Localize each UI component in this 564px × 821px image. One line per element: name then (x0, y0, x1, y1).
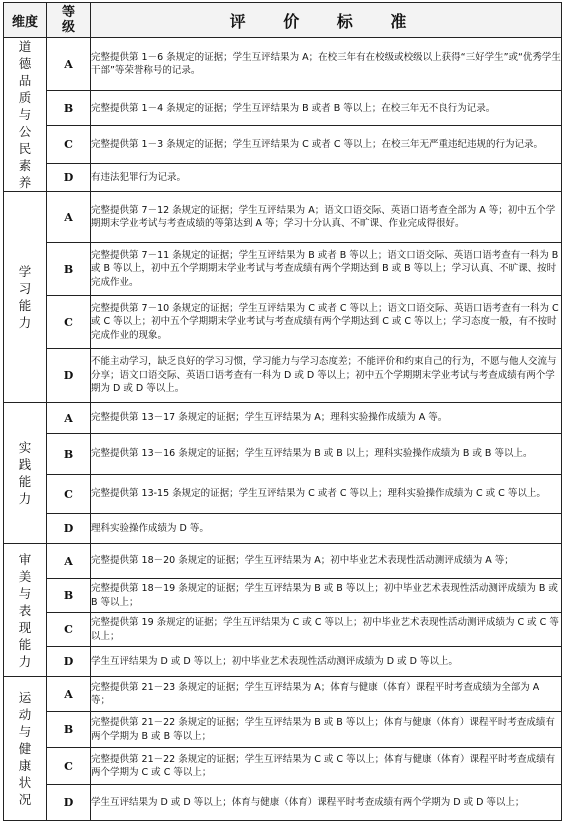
criteria-cell: 完整提供第 21－23 条规定的证据；学生互评结果为 A；体育与健康（体育）课程平时考查成绩为全部为 A 等； (91, 677, 562, 712)
grade-cell: A (47, 38, 91, 91)
table-row (4, 544, 562, 579)
dimension-cell (4, 403, 47, 544)
criteria-cell: 理科实验操作成绩为 D 等。 (91, 514, 562, 544)
criteria-cell: 学生互评结果为 D 或 D 等以上；体育与健康（体育）课程平时考查成绩有两个学期为 D 或 D 等以上； (91, 785, 562, 821)
table-row (4, 475, 562, 514)
criteria-cell: 完整提供第 1－4 条规定的证据；学生互评结果为 B 或者 B 等以上；在校三年无不良行为记录。 (91, 91, 562, 126)
grade-cell: B (47, 434, 91, 475)
grade-cell: D (47, 514, 91, 544)
criteria-cell: 完整提供第 7－11 条规定的证据；学生互评结果为 B 或者 B 等以上；语文口语交际、英语口语考查有一科为 B 或 B 等以上，初中五个学期期末学业考试与考查成绩有两个学期达到 B 或 B 等以上；学习认真、不旷课、按时完成作业。 (91, 243, 562, 296)
header-row (4, 3, 562, 38)
dimension-cell (4, 544, 47, 677)
table-row (4, 785, 562, 821)
table-row (4, 647, 562, 677)
header-dimension: 维度 (4, 3, 47, 38)
grade-cell: A (47, 677, 91, 712)
dimension-cell (4, 192, 47, 403)
header-grade-label: 等级 (61, 5, 75, 35)
criteria-cell: 有违法犯罪行为记录。 (91, 163, 562, 191)
criteria-cell: 完整提供第 21－22 条规定的证据；学生互评结果为 C 或 C 等以上；体育与健康（体育）课程平时考查成绩有两个学期为 C 或 C 等以上； (91, 748, 562, 785)
grade-cell: D (47, 785, 91, 821)
dimension-label: 实践能力 (18, 440, 32, 506)
criteria-cell: 完整提供第 18－20 条规定的证据；学生互评结果为 A；初中毕业艺术表现性活动测评成绩为 A 等； (91, 544, 562, 579)
header-standard: 评 价 标 准 (91, 3, 562, 38)
grade-cell: C (47, 126, 91, 163)
evaluation-table (3, 2, 562, 821)
criteria-cell: 完整提供第 1－3 条规定的证据；学生互评结果为 C 或者 C 等以上；在校三年无严重违纪违规的行为记录。 (91, 126, 562, 163)
dimension-label: 学习能力 (18, 264, 32, 330)
criteria-cell: 完整提供第 21－22 条规定的证据；学生互评结果为 B 或 B 等以上；体育与健康（体育）课程平时考查成绩有两个学期为 B 或 B 等以上； (91, 712, 562, 748)
grade-cell: B (47, 579, 91, 613)
criteria-cell: 完整提供第 18－19 条规定的证据；学生互评结果为 B 或 B 等以上；初中毕业艺术表现性活动测评成绩为 B 或 B 等以上； (91, 579, 562, 613)
criteria-cell: 完整提供第 19 条规定的证据；学生互评结果为 C 或 C 等以上；初中毕业艺术表现性活动测评成绩为 C 或 C 等以上； (91, 613, 562, 647)
dimension-label: 审美与表现能力 (18, 551, 32, 669)
table-row (4, 91, 562, 126)
table-row (4, 126, 562, 163)
table-row (4, 243, 562, 296)
criteria-cell: 学生互评结果为 D 或 D 等以上；初中毕业艺术表现性活动测评成绩为 D 或 D 等以上。 (91, 647, 562, 677)
table-row (4, 38, 562, 91)
criteria-cell: 完整提供第 13－16 条规定的证据；学生互评结果为 B 或 B 以上；理科实验操作成绩为 B 或 B 等以上。 (91, 434, 562, 475)
dimension-cell (4, 677, 47, 821)
dimension-cell (4, 38, 47, 192)
criteria-cell: 完整提供第 13-15 条规定的证据；学生互评结果为 C 或者 C 等以上；理科实验操作成绩为 C 或 C 等以上。 (91, 475, 562, 514)
table-row (4, 192, 562, 243)
grade-cell: C (47, 748, 91, 785)
table-row (4, 403, 562, 434)
table-row (4, 514, 562, 544)
grade-cell: D (47, 349, 91, 403)
grade-cell: B (47, 712, 91, 748)
grade-cell: C (47, 475, 91, 514)
table-row (4, 434, 562, 475)
table-row (4, 677, 562, 712)
table-row (4, 579, 562, 613)
criteria-cell: 完整提供第 13－17 条规定的证据；学生互评结果为 A；理科实验操作成绩为 A 等。 (91, 403, 562, 434)
table-row (4, 712, 562, 748)
criteria-cell: 完整提供第 7－10 条规定的证据；学生互评结果为 C 或者 C 等以上；语文口语交际、英语口语考查有一科为 C 或 C 等以上；初中五个学期期末学业考试与考查成绩有两个学期达到 C 或 C 等以上；学习态度一般，有不按时完成作业的现象。 (91, 296, 562, 349)
header-grade (47, 3, 91, 38)
table-row (4, 349, 562, 403)
table-row (4, 296, 562, 349)
grade-cell: A (47, 544, 91, 579)
grade-cell: A (47, 192, 91, 243)
grade-cell: C (47, 613, 91, 647)
criteria-cell: 完整提供第 7－12 条规定的证据；学生互评结果为 A；语文口语交际、英语口语考查全部为 A 等；初中五个学期期末学业考试与考查成绩的等第达到 A 等；学习十分认真、不旷课、作业完成得很好。 (91, 192, 562, 243)
criteria-cell: 完整提供第 1－6 条规定的证据；学生互评结果为 A；在校三年有在校级或校级以上获得“三好学生”或“优秀学生干部”等荣誉称号的记录。 (91, 38, 562, 91)
grade-cell: D (47, 163, 91, 191)
table-row (4, 163, 562, 191)
grade-cell: B (47, 243, 91, 296)
table-row (4, 748, 562, 785)
dimension-label: 运动与健康状况 (18, 690, 32, 807)
grade-cell: A (47, 403, 91, 434)
table-row (4, 613, 562, 647)
criteria-cell: 不能主动学习，缺乏良好的学习习惯，学习能力与学习态度差；不能评价和约束自己的行为，不愿与他人交流与分享；语文口语交际、英语口语考查有一科为 D 或 D 等以上；初中五个学期期末学业考试与考查成绩有两个学期为 D 或 D 等以上。 (91, 349, 562, 403)
grade-cell: B (47, 91, 91, 126)
grade-cell: C (47, 296, 91, 349)
grade-cell: D (47, 647, 91, 677)
dimension-label: 道德品质与公民素养 (18, 39, 32, 190)
